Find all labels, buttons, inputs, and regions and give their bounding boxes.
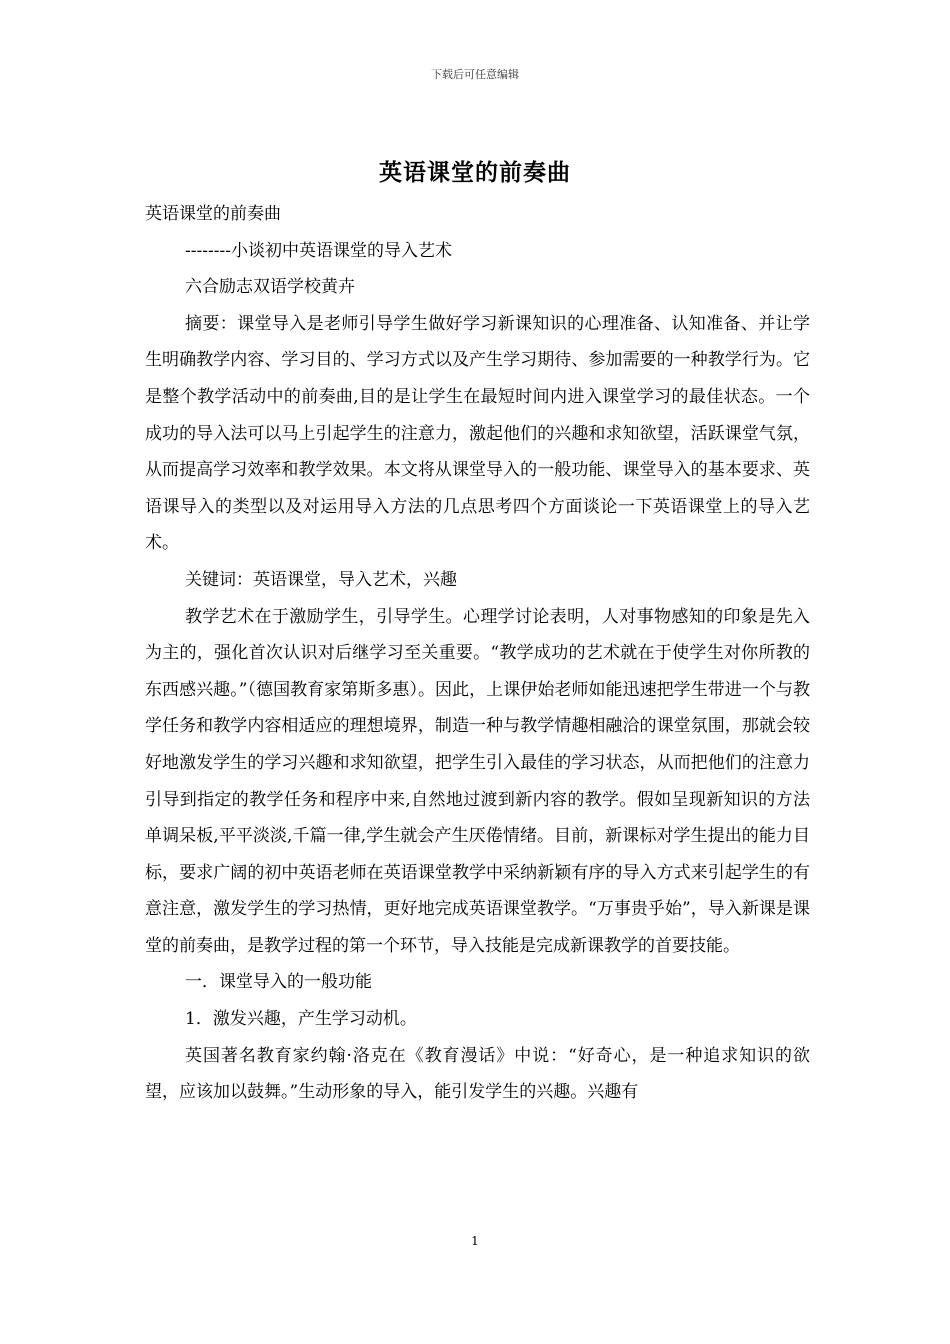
page-number: 1 [471, 1234, 479, 1248]
section-heading: 一．课堂导入的一般功能 [185, 972, 372, 993]
paragraph: 六合励志双语学校黄卉 [185, 277, 355, 298]
subsection-heading: 1．激发兴趣，产生学习动机。 [185, 1009, 417, 1030]
paragraph: 关键词：英语课堂，导入艺术，兴趣 [185, 569, 457, 590]
paragraph: 摘要：课堂导入是老师引导学生做好学习新课知识的心理准备、认知准备、并让学生明确教学内容、学习目的、学习方式以及产生学习期待、参加需要的一种教学行为。它是整个教学活动中的前奏曲,目的是让学生在最短时间内进入课堂学习的最佳状态。一个成功的导入法可以马上引起学生的注意力，激起他们的兴趣和求知欲望，活跃课堂气氛，从而提高学习效率和教学效果。本文将从课堂导入的一般功能、课堂导入的基本要求、英语课导入的类型以及对运用导入方法的几点思考四个方面谈论一下英语课堂上的导入艺术。 [145, 313, 810, 554]
document-title: 英语课堂的前奏曲 [379, 159, 571, 186]
paragraph: 教学艺术在于激励学生，引导学生。心理学讨论表明，人对事物感知的印象是先入为主的，强化首次认识对后继学习至关重要。“教学成功的艺术就在于使学生对你所教的东西感兴趣。”（德国教育家第斯多惠）。因此，上课伊始老师如能迅速把学生带进一个与教学任务和教学内容相适应的理想境界，制造一种与教学情趣相融洽的课堂氛围，那就会较好地激发学生的学习兴趣和求知欲望，把学生引入最佳的学习状态，从而把他们的注意力引导到指定的教学任务和程序中来,自然地过渡到新内容的教学。假如呈现新知识的方法单调呆板,平平淡淡,千篇一律,学生就会产生厌倦情绪。目前，新课标对学生提出的能力目标，要求广阔的初中英语老师在英语课堂教学中采纳新颖有序的导入方式来引起学生的有意注意，激发学生的学习热情，更好地完成英语课堂教学。“万事贵乎始”，导入新课是课堂的前奏曲，是教学过程的第一个环节，导入技能是完成新课教学的首要技能。 [145, 606, 810, 956]
document-body [145, 196, 810, 1111]
paragraph: 英语课堂的前奏曲 [145, 204, 281, 224]
paragraph: 英国著名教育家约翰·洛克在《教育漫话》中说：“好奇心，是一种追求知识的欲望，应该加以鼓舞。”生动形象的导入，能引发学生的兴趣。兴趣有 [145, 1045, 810, 1103]
page-header-note: 下载后可任意编辑 [431, 68, 519, 81]
paragraph: --------小谈初中英语课堂的导入艺术 [185, 240, 452, 261]
